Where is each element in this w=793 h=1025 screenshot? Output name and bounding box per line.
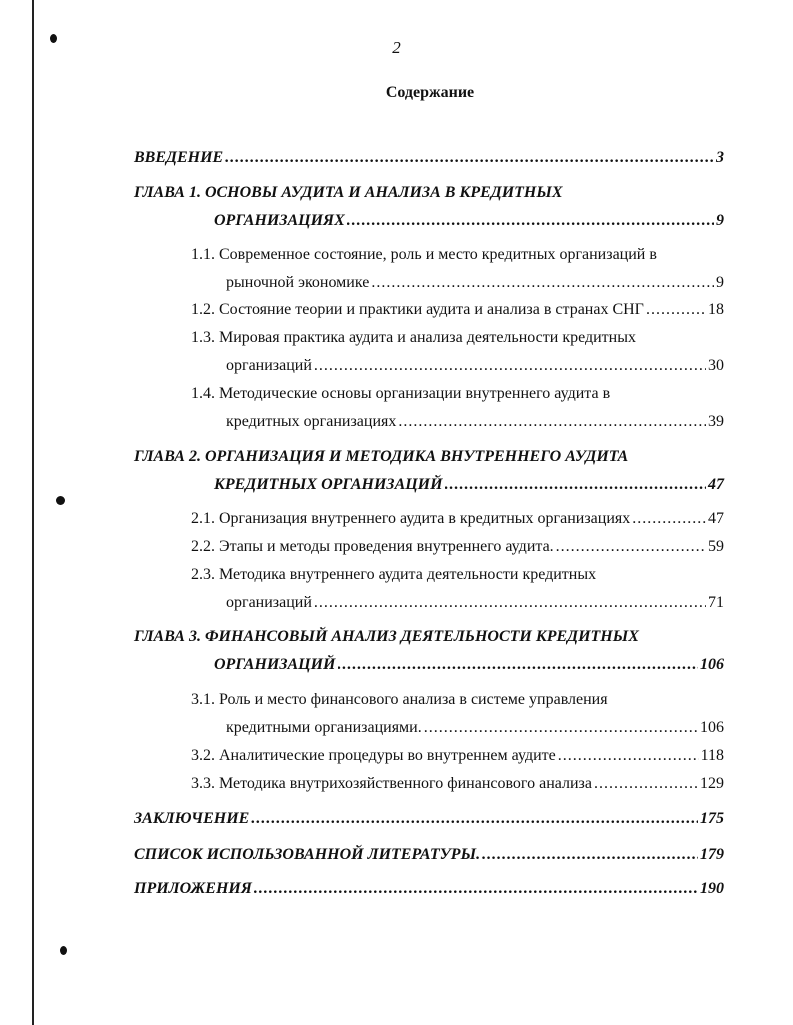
toc-entry-text: кредитных организациях (226, 413, 397, 430)
dot-leader (314, 357, 706, 375)
toc-chapter-1-heading: ГЛАВА 1. ОСНОВЫ АУДИТА И АНАЛИЗА В КРЕДИТНЫХ (134, 184, 563, 201)
dot-leader (338, 656, 699, 674)
toc-entry-section-1-1[interactable] (226, 274, 724, 292)
toc-page-number: 3 (716, 149, 724, 166)
toc-entry-section-1-4[interactable] (226, 413, 724, 431)
toc-entry-text: рыночной экономике (226, 274, 370, 291)
dot-leader (646, 301, 706, 319)
toc-entry-text: 2.2. Этапы и методы проведения внутреннего аудита. (191, 538, 554, 555)
toc-entry-text: СПИСОК ИСПОЛЬЗОВАННОЙ ЛИТЕРАТУРЫ. (134, 846, 481, 863)
toc-page-number: 106 (700, 656, 724, 673)
toc-page-number: 106 (700, 719, 724, 736)
toc-entry-section-3-2[interactable] (191, 747, 724, 765)
toc-chapter-2-heading: ГЛАВА 2. ОРГАНИЗАЦИЯ И МЕТОДИКА ВНУТРЕННЕГО АУДИТА (134, 448, 629, 465)
toc-page-number: 118 (700, 747, 724, 764)
toc-entry-appendix[interactable] (134, 880, 724, 898)
toc-page-number: 18 (708, 301, 724, 318)
dot-leader (314, 594, 706, 612)
toc-entry-text: ЗАКЛЮЧЕНИЕ (134, 810, 250, 827)
toc-entry-text: организаций (226, 357, 312, 374)
toc-entry-intro[interactable] (134, 149, 724, 167)
toc-entry-section-2-3[interactable] (226, 594, 724, 612)
toc-entry-chapter-1[interactable] (214, 212, 724, 230)
toc-entry-chapter-3[interactable] (214, 656, 724, 674)
dot-leader (347, 212, 714, 230)
dot-leader (594, 775, 698, 793)
toc-entry-text: 2.1. Организация внутреннего аудита в кредитных организациях (191, 510, 631, 527)
toc-section-1-3-heading: 1.3. Мировая практика аудита и анализа деятельности кредитных (191, 329, 636, 346)
toc-entry-text: 1.2. Состояние теории и практики аудита и анализа в странах СНГ (191, 301, 644, 318)
dot-leader (225, 149, 714, 167)
toc-entry-section-1-3[interactable] (226, 357, 724, 375)
toc-entry-section-1-2[interactable] (191, 301, 724, 319)
dot-leader (251, 810, 698, 828)
toc-entry-text: ОРГАНИЗАЦИЙ (214, 656, 336, 673)
toc-entry-section-2-2[interactable] (191, 538, 724, 556)
toc-page-number: 9 (716, 274, 724, 291)
toc-page-number: 175 (700, 810, 724, 827)
dot-leader (424, 719, 698, 737)
toc-chapter-3-heading: ГЛАВА 3. ФИНАНСОВЫЙ АНАЛИЗ ДЕЯТЕЛЬНОСТИ КРЕДИТНЫХ (134, 628, 639, 645)
dot-leader (482, 846, 698, 864)
toc-page-number: 190 (700, 880, 724, 897)
toc-entry-section-2-1[interactable] (191, 510, 724, 528)
dot-leader (398, 413, 706, 431)
toc-section-1-4-heading: 1.4. Методические основы организации внутреннего аудита в (191, 385, 611, 402)
toc-page-number: 9 (716, 212, 724, 229)
toc-entry-section-3-1[interactable] (226, 719, 724, 737)
toc-title: Содержание (385, 84, 475, 101)
toc-page-number: 39 (708, 413, 724, 430)
toc-section-3-1-heading: 3.1. Роль и место финансового анализа в системе управления (191, 691, 608, 708)
toc-page-number: 59 (708, 538, 724, 555)
toc-entry-references[interactable] (134, 846, 724, 864)
toc-entry-text: 3.3. Методика внутрихозяйственного финансового анализа (191, 775, 592, 792)
toc-entry-text: 3.2. Аналитические процедуры во внутреннем аудите (191, 747, 556, 764)
toc-page-number: 30 (708, 357, 724, 374)
toc-entry-text: организаций (226, 594, 312, 611)
toc-entry-text: КРЕДИТНЫХ ОРГАНИЗАЦИЙ (214, 476, 443, 493)
toc-entry-text: ПРИЛОЖЕНИЯ (134, 880, 252, 897)
toc-section-1-1-heading: 1.1. Современное состояние, роль и место кредитных организаций в (191, 246, 657, 263)
toc-entry-text: ВВЕДЕНИЕ (134, 149, 224, 166)
toc-section-2-3-heading: 2.3. Методика внутреннего аудита деятельности кредитных (191, 566, 597, 583)
toc-page-number: 47 (708, 476, 724, 493)
toc-page-number: 129 (700, 775, 724, 792)
toc-page-number: 179 (700, 846, 724, 863)
dot-leader (445, 476, 706, 494)
toc-page-number: 47 (708, 510, 724, 527)
dot-leader (632, 510, 706, 528)
toc-entry-conclusion[interactable] (134, 810, 724, 828)
dot-leader (556, 538, 706, 556)
dot-leader (254, 880, 698, 898)
toc-entry-chapter-2[interactable] (214, 476, 724, 494)
dot-leader (558, 747, 699, 765)
toc-entry-text: ОРГАНИЗАЦИЯХ (214, 212, 345, 229)
page-number: 2 (392, 38, 401, 57)
toc-entry-section-3-3[interactable] (191, 775, 724, 793)
toc-entry-text: кредитными организациями. (226, 719, 422, 736)
dot-leader (371, 274, 714, 292)
toc-page-number: 71 (708, 594, 724, 611)
